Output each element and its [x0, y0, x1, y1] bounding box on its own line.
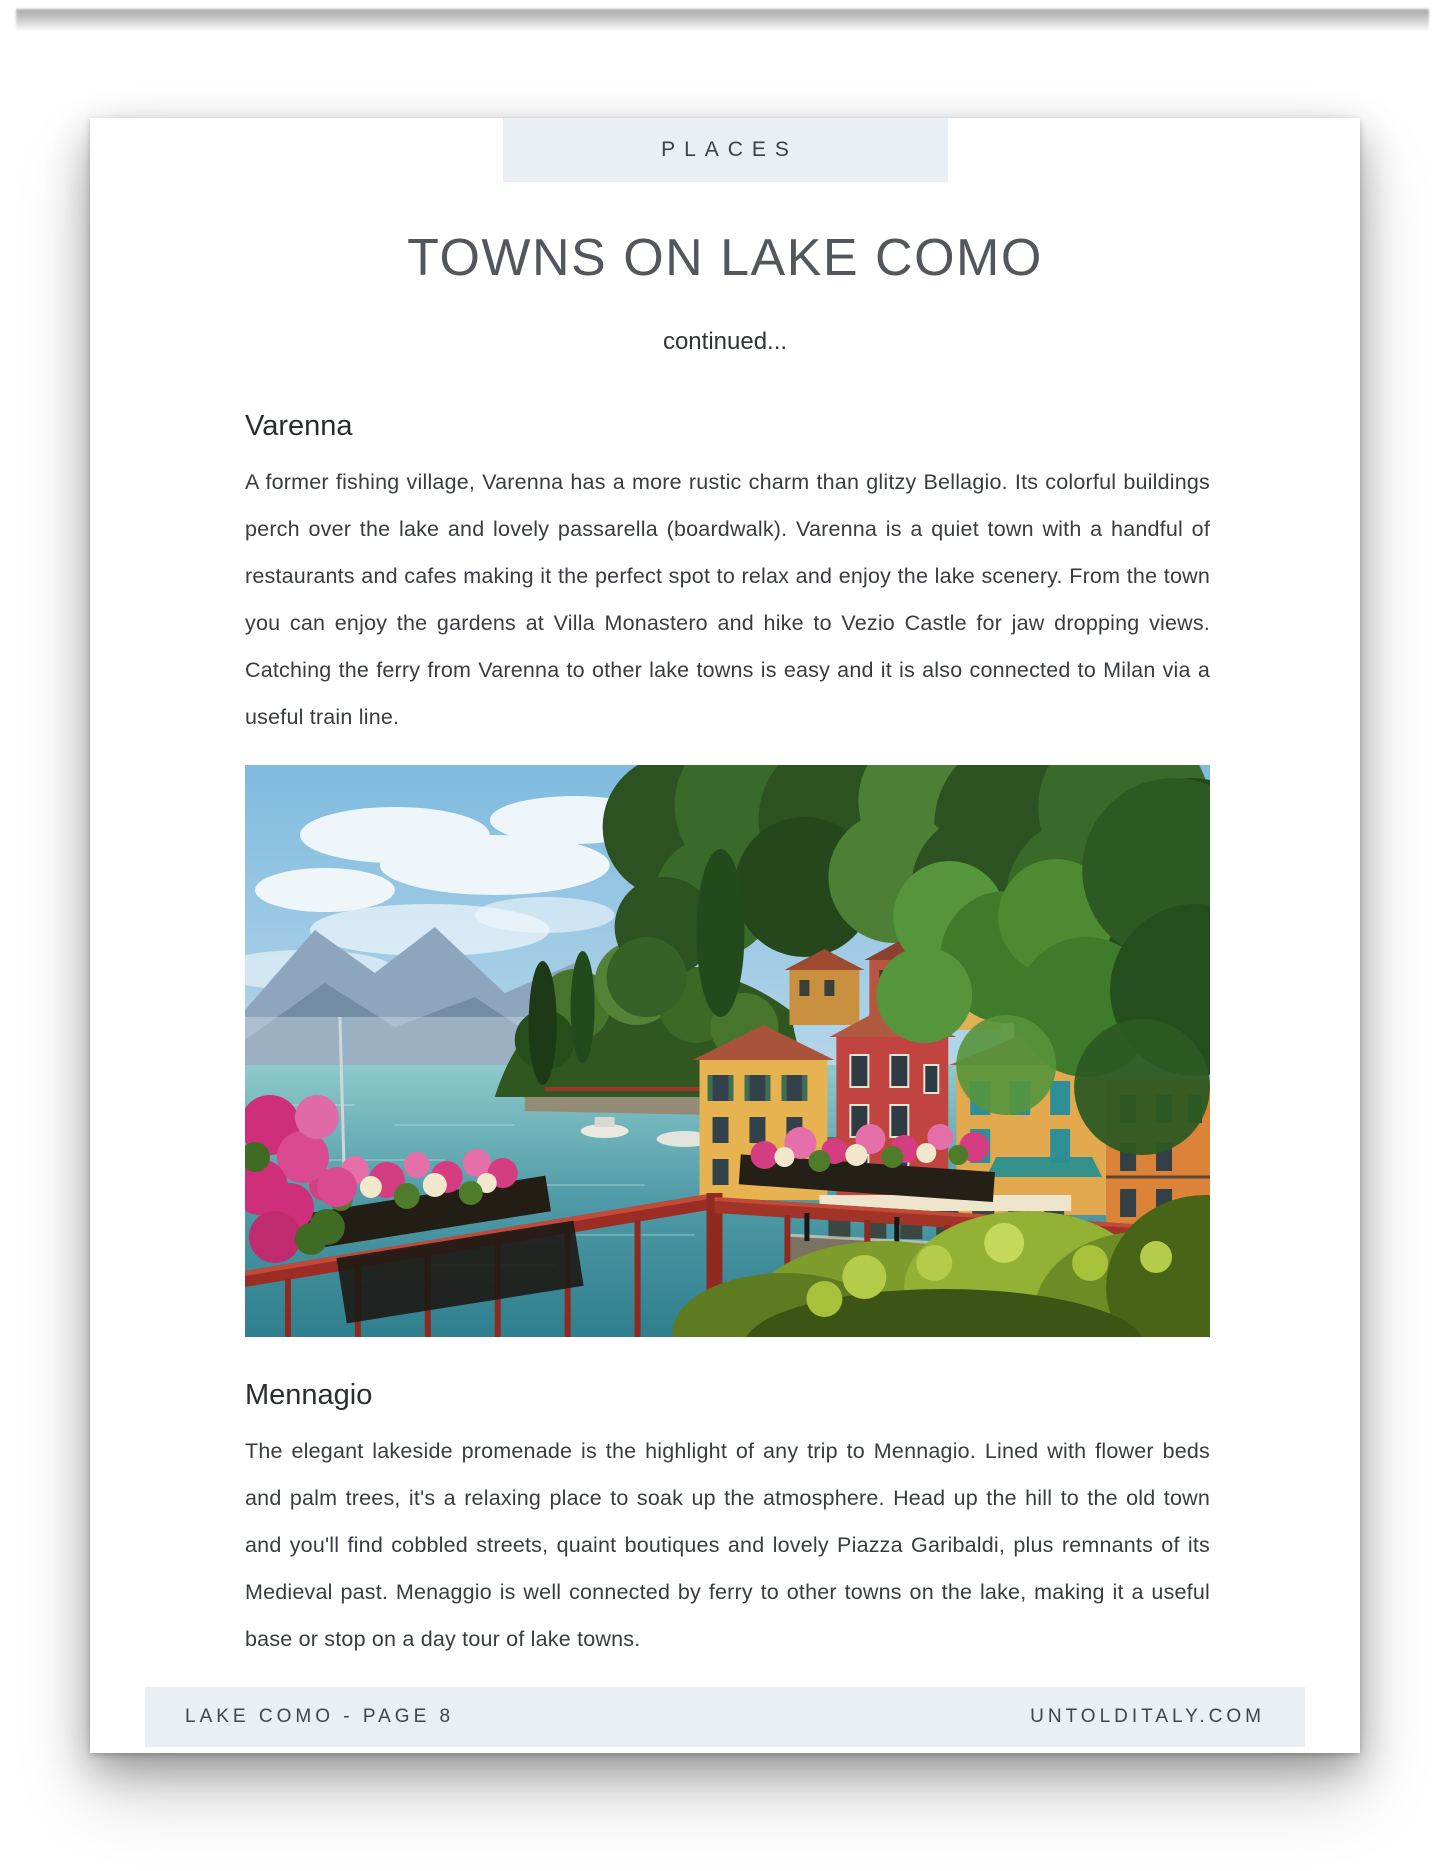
- section-heading-mennagio: Mennagio: [245, 1379, 373, 1411]
- section-mennagio: [245, 1379, 1210, 1663]
- section-body-varenna: A former fishing village, Varenna has a more rustic charm than glitzy Bellagio. Its colorful buildings perch over the lake and lovely passarella (boardwalk). Varenna is a quiet town with a handful of restaurants and cafes making it the perfect spot to relax and enjoy the lake scenery. From the town you can enjoy the gardens at Villa Monastero and hike to Vezio Castle for jaw dropping views. Catching the ferry from Varenna to other lake towns is easy and it is also connected to Milan via a useful train line.: [245, 470, 1210, 729]
- continued-note: continued...: [662, 328, 788, 355]
- footer-page-label: LAKE COMO - PAGE 8: [185, 1706, 455, 1727]
- varenna-photo-illustration: [245, 765, 1210, 1337]
- section-heading-varenna: Varenna: [245, 410, 353, 442]
- previous-page-edge-shadow: [16, 9, 1429, 33]
- section-badge: [503, 118, 948, 182]
- footer-site-label: UNTOLDITALY.COM: [1030, 1706, 1265, 1727]
- page-content: [245, 410, 1210, 1663]
- badge-label: PLACES: [661, 138, 798, 161]
- page-title: TOWNS ON LAKE COMO: [407, 229, 1043, 287]
- section-varenna: [245, 410, 1210, 1337]
- pdf-page: [90, 118, 1360, 1753]
- page-footer: [145, 1687, 1305, 1747]
- section-body-mennagio: The elegant lakeside promenade is the highlight of any trip to Mennagio. Lined with flower beds and palm trees, it's a relaxing place to soak up the atmosphere. Head up the hill to the old town and you'll find cobbled streets, quaint boutiques and lovely Piazza Garibaldi, plus remnants of its Medieval past. Menaggio is well connected by ferry to other towns on the lake, making it a useful base or stop on a day tour of lake towns.: [245, 1439, 1210, 1651]
- varenna-photo: [245, 765, 1210, 1337]
